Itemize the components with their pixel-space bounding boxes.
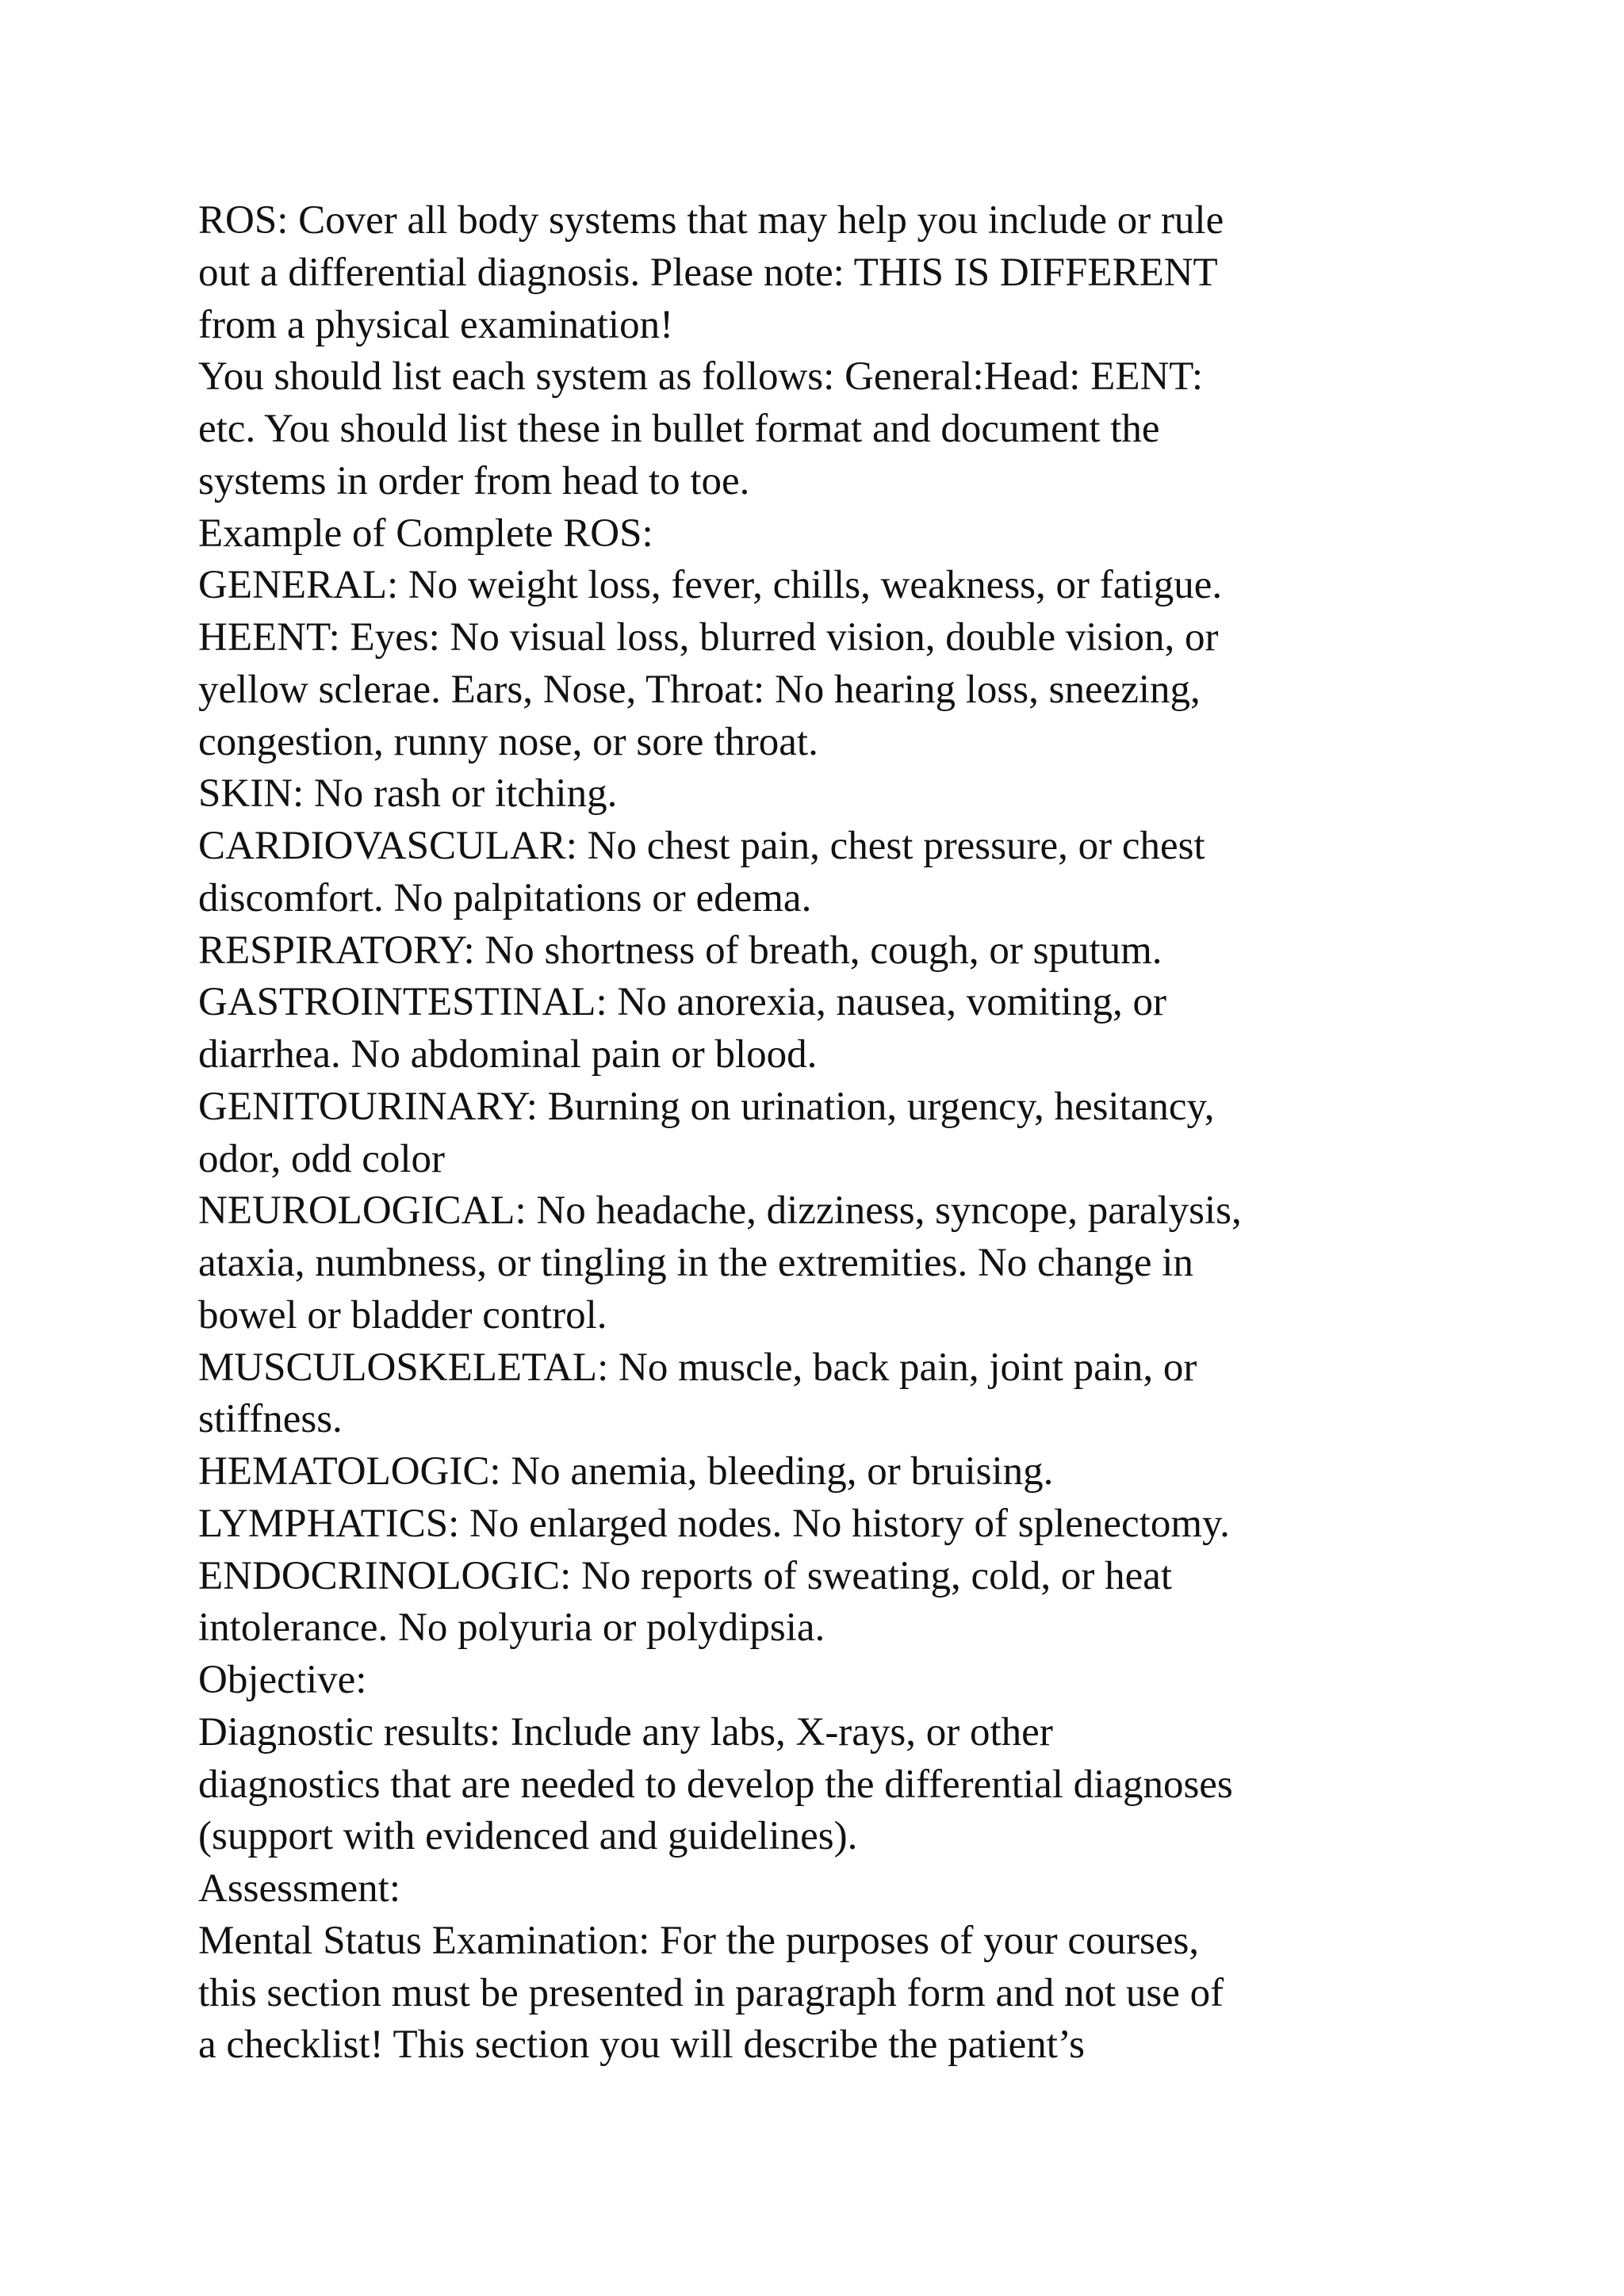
ros-genitourinary: GENITOURINARY: Burning on urination, urgency, hesitancy,	[198, 1084, 1215, 1129]
text-line: bowel or bladder control.	[198, 1292, 607, 1337]
text-line: stiffness.	[198, 1397, 343, 1442]
text-line: Diagnostic results: Include any labs, X-rays, or other	[198, 1709, 1053, 1755]
ros-lymphatics: LYMPHATICS: No enlarged nodes. No history of splenectomy.	[198, 1501, 1230, 1546]
ros-musculoskeletal: MUSCULOSKELETAL: No muscle, back pain, joint pain, or	[198, 1345, 1197, 1390]
text-line: diarrhea. No abdominal pain or blood.	[198, 1032, 818, 1077]
ros-skin: SKIN: No rash or itching.	[198, 771, 618, 817]
text-line: congestion, runny nose, or sore throat.	[198, 719, 818, 764]
ros-endocrinologic: ENDOCRINOLOGIC: No reports of sweating, cold, or heat	[198, 1553, 1173, 1598]
text-line: (support with evidenced and guidelines).	[198, 1814, 858, 1859]
section-heading-assessment: Assessment:	[198, 1866, 400, 1911]
text-line: odor, odd color	[198, 1136, 445, 1181]
text-line: Mental Status Examination: For the purposes of your courses,	[198, 1918, 1200, 1963]
text-line: ataxia, numbness, or tingling in the extremities. No change in	[198, 1241, 1193, 1285]
section-heading-objective: Objective:	[198, 1658, 367, 1702]
ros-general: GENERAL: No weight loss, fever, chills, weakness, or fatigue.	[198, 563, 1223, 608]
ros-hematologic: HEMATOLOGIC: No anemia, bleeding, or bruising.	[198, 1449, 1054, 1494]
text-line: intolerance. No polyuria or polydipsia.	[198, 1605, 825, 1651]
ros-respiratory: RESPIRATORY: No shortness of breath, cough, or sputum.	[198, 928, 1162, 973]
text-line: diagnostics that are needed to develop the differential diagnoses	[198, 1762, 1233, 1807]
text-line: from a physical examination!	[198, 302, 674, 347]
ros-neurological: NEUROLOGICAL: No headache, dizziness, syncope, paralysis,	[198, 1188, 1242, 1234]
text-line: discomfort. No palpitations or edema.	[198, 875, 812, 920]
text-line: ROS: Cover all body systems that may help you include or rule	[198, 198, 1224, 243]
ros-heent: HEENT: Eyes: No visual loss, blurred vision, double vision, or	[198, 615, 1219, 660]
text-line: out a differential diagnosis. Please note: THIS IS DIFFERENT	[198, 250, 1218, 295]
ros-gastrointestinal: GASTROINTESTINAL: No anorexia, nausea, vomiting, or	[198, 980, 1166, 1025]
text-line: a checklist! This section you will describe the patient’s	[198, 2022, 1085, 2068]
text-line: systems in order from head to toe.	[198, 458, 750, 503]
text-line: You should list each system as follows: General:Head: EENT:	[198, 354, 1204, 400]
ros-cardiovascular: CARDIOVASCULAR: No chest pain, chest pressure, or chest	[198, 824, 1205, 868]
text-line: this section must be presented in paragraph form and not use of	[198, 1970, 1224, 2015]
text-line: etc. You should list these in bullet format and document the	[198, 407, 1160, 451]
section-heading-example: Example of Complete ROS:	[198, 511, 653, 556]
document-body	[198, 195, 1499, 2072]
text-line: yellow sclerae. Ears, Nose, Throat: No hearing loss, sneezing,	[198, 667, 1201, 712]
